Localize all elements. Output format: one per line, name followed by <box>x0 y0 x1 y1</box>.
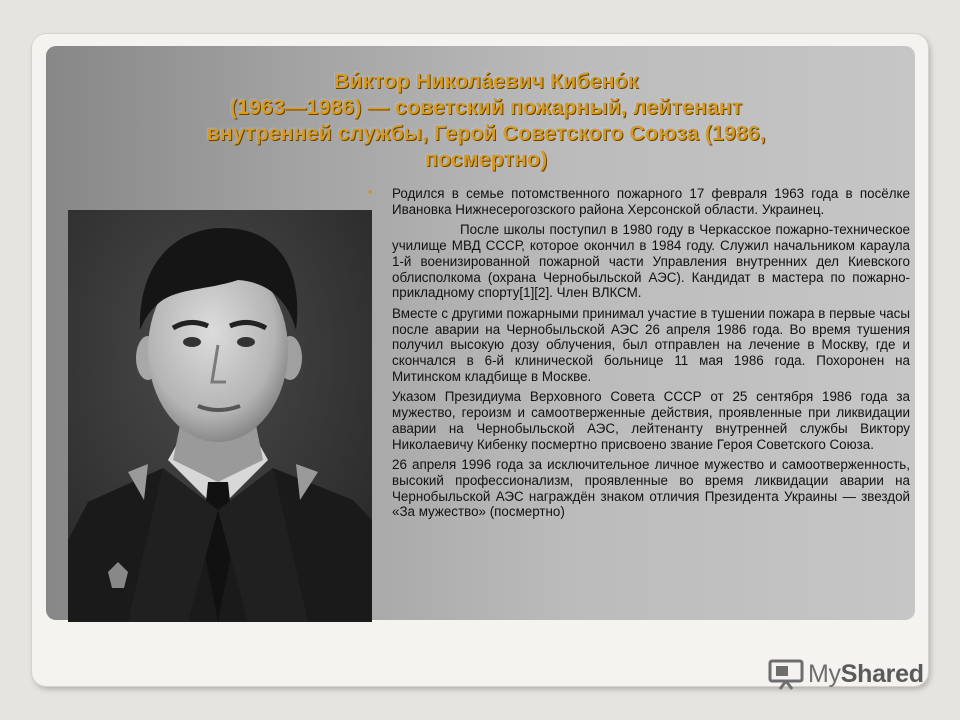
title-line-1: Ви́ктор Никола́евич Кибено́к <box>333 69 639 93</box>
title-line-2: (1963—1986) — советский пожарный, лейтенант <box>229 95 743 119</box>
paragraph-chernobyl: Вместе с другими пожарными принимал участие в тушении пожара в первые часы после аварии на Чернобыльской АЭС 26 апреля 1986 года. Во время тушения получил высокую дозу облучения, был отправлен на лечение в Москву, где и скончался в 6-й клинической больнице 11 мая 1986 года. Похоронен на Митинском кладбище в Москве. <box>392 305 910 384</box>
paragraph-ukraine-award: 26 апреля 1996 года за исключительное личное мужество и самоотверженность, высокий профессионализм, проявленные во время ликвидации аварии на Чернобыльской АЭС награждён знаком отличия Президента Украины — звездой «За мужество» (посмертно) <box>392 457 910 520</box>
bullet-icon: • <box>368 184 373 199</box>
title-line-3: внутренней службы, Герой Советского Союза (1986, <box>206 121 766 145</box>
slide-frame <box>32 34 928 686</box>
myshared-watermark <box>768 655 924 693</box>
title-line-4: посмертно) <box>424 147 548 171</box>
portrait-illustration <box>68 210 372 622</box>
slide-panel <box>46 46 915 620</box>
projector-screen-icon <box>768 658 804 690</box>
watermark-prefix: My <box>808 659 841 688</box>
paragraph-hero-award: Указом Президиума Верховного Совета СССР от 25 сентября 1986 года за мужество, героизм и самоотверженные действия, проявленные при ликвидации аварии на Чернобыльской АЭС, лейтенанту внутренней службы Виктору Николаевичу Кибенку посмертно присвоено звание Героя Советского Союза. <box>392 389 910 452</box>
paragraph-birth-text: Родился в семье потомственного пожарного 17 февраля 1963 года в посёлке Ивановка Нижнесерогозского района Херсонской области. Украинец. <box>392 186 910 217</box>
paragraph-education: После школы поступил в 1980 году в Черкасское пожарно-техническое училище МВД СССР, которое окончил в 1984 году. Служил начальником караула 1-й военизированной пожарной части Управления внутренних дел Киевского облисполкома (охрана Чернобыльской АЭС). Кандидат в мастера по пожарно-прикладному спорту[1][2]. Член ВЛКСМ. <box>392 222 910 301</box>
watermark-text <box>808 660 924 689</box>
paragraph-birth <box>368 184 910 217</box>
portrait-photo <box>68 210 372 622</box>
biography-text <box>368 184 910 525</box>
watermark-suffix: Shared <box>840 659 924 688</box>
slide-title <box>106 68 866 172</box>
